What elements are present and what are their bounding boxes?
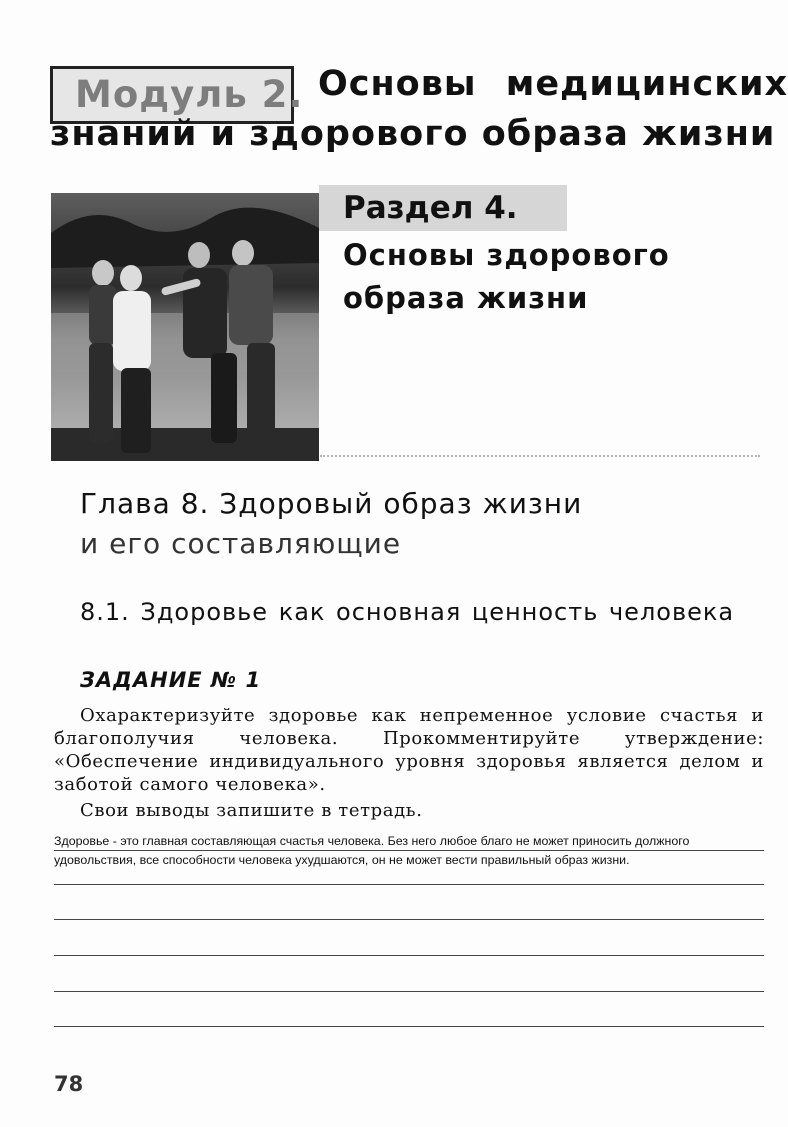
task-heading: ЗАДАНИЕ № 1 (80, 668, 262, 692)
section-divider (320, 455, 760, 457)
page-number: 78 (54, 1072, 84, 1096)
answer-line (54, 1026, 764, 1027)
section-label: Раздел 4. (343, 190, 518, 226)
section-photo (51, 193, 319, 461)
photo-people-by-lake (51, 193, 319, 461)
subsection-title: 8.1. Здоровье как основная ценность человека (80, 598, 735, 626)
answer-line (54, 955, 764, 956)
module-title-line1: Основы медицинских (318, 64, 788, 104)
chapter-title-line2: и его составляющие (80, 527, 402, 560)
answer-line (54, 884, 764, 885)
task-body (54, 704, 764, 796)
task-instruction: Свои выводы запишите в тетрадь. (80, 800, 423, 821)
chapter-title (80, 484, 680, 564)
task-text: Охарактеризуйте здоровье как непременное условие счастья и благополучия человека. Прокомментируйте утверждение: «Обеспечение индивидуального уровня здоровья является делом и заботой самого человека». (54, 705, 764, 795)
chapter-title-line1: Глава 8. Здоровый образ жизни (80, 487, 583, 520)
answer-line (54, 919, 764, 920)
answer-line (54, 991, 764, 992)
answer-line (54, 850, 764, 851)
answer-text: Здоровье - это главная составляющая счастья человека. Без него любое благо не может приносить должного удовольствия, все способности человека ухудшаются, он не может вести правильный образ жизни. (54, 834, 690, 867)
module-label: Модуль 2. (75, 73, 304, 116)
module-title-line2: знаний и здорового образа жизни (50, 114, 776, 154)
section-title: Основы здорового образа жизни (343, 238, 670, 315)
